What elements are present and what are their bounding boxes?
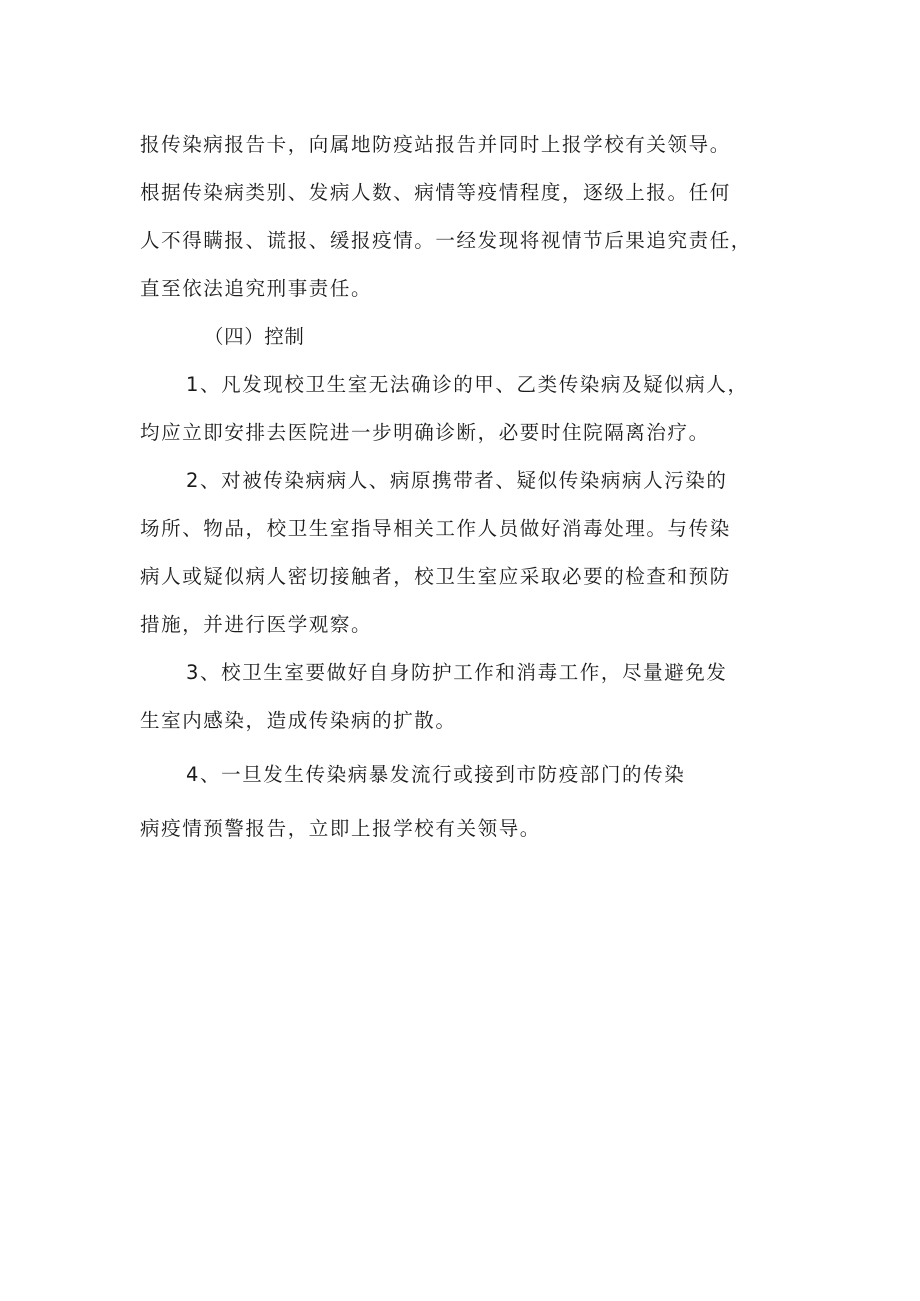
list-item-3-line: 生室内感染，造成传染病的扩散。 <box>140 709 457 732</box>
list-item-4-line: 病疫情预警报告，立即上报学校有关领导。 <box>140 817 541 840</box>
list-item-2-line: 场所、物品，校卫生室指导相关工作人员做好消毒处理。与传染 <box>140 517 731 540</box>
list-item-2-line: 病人或疑似病人密切接触者，校卫生室应采取必要的检查和预防 <box>140 565 731 588</box>
list-item-1-line: 1、凡发现校卫生室无法确诊的甲、乙类传染病及疑似病人， <box>186 373 749 396</box>
section-heading: （四）控制 <box>204 325 305 348</box>
list-item-3-line: 3、校卫生室要做好自身防护工作和消毒工作，尽量避免发 <box>186 661 728 684</box>
paragraph-line: 报传染病报告卡，向属地防疫站报告并同时上报学校有关领导。 <box>140 133 731 156</box>
list-item-2-line: 2、对被传染病病人、病原携带者、疑似传染病病人污染的 <box>186 469 728 492</box>
paragraph-line: 人不得瞒报、谎报、缓报疫情。一经发现将视情节后果追究责任， <box>140 229 752 252</box>
list-item-1-line: 均应立即安排去医院进一步明确诊断，必要时住院隔离治疗。 <box>140 421 710 444</box>
list-item-2-line: 措施，并进行医学观察。 <box>140 613 373 636</box>
list-item-4-line: 4、一旦发生传染病暴发流行或接到市防疫部门的传染 <box>186 763 686 786</box>
paragraph-line: 根据传染病类别、发病人数、病情等疫情程度，逐级上报。任何 <box>140 181 731 204</box>
paragraph-line: 直至依法追究刑事责任。 <box>140 277 373 300</box>
